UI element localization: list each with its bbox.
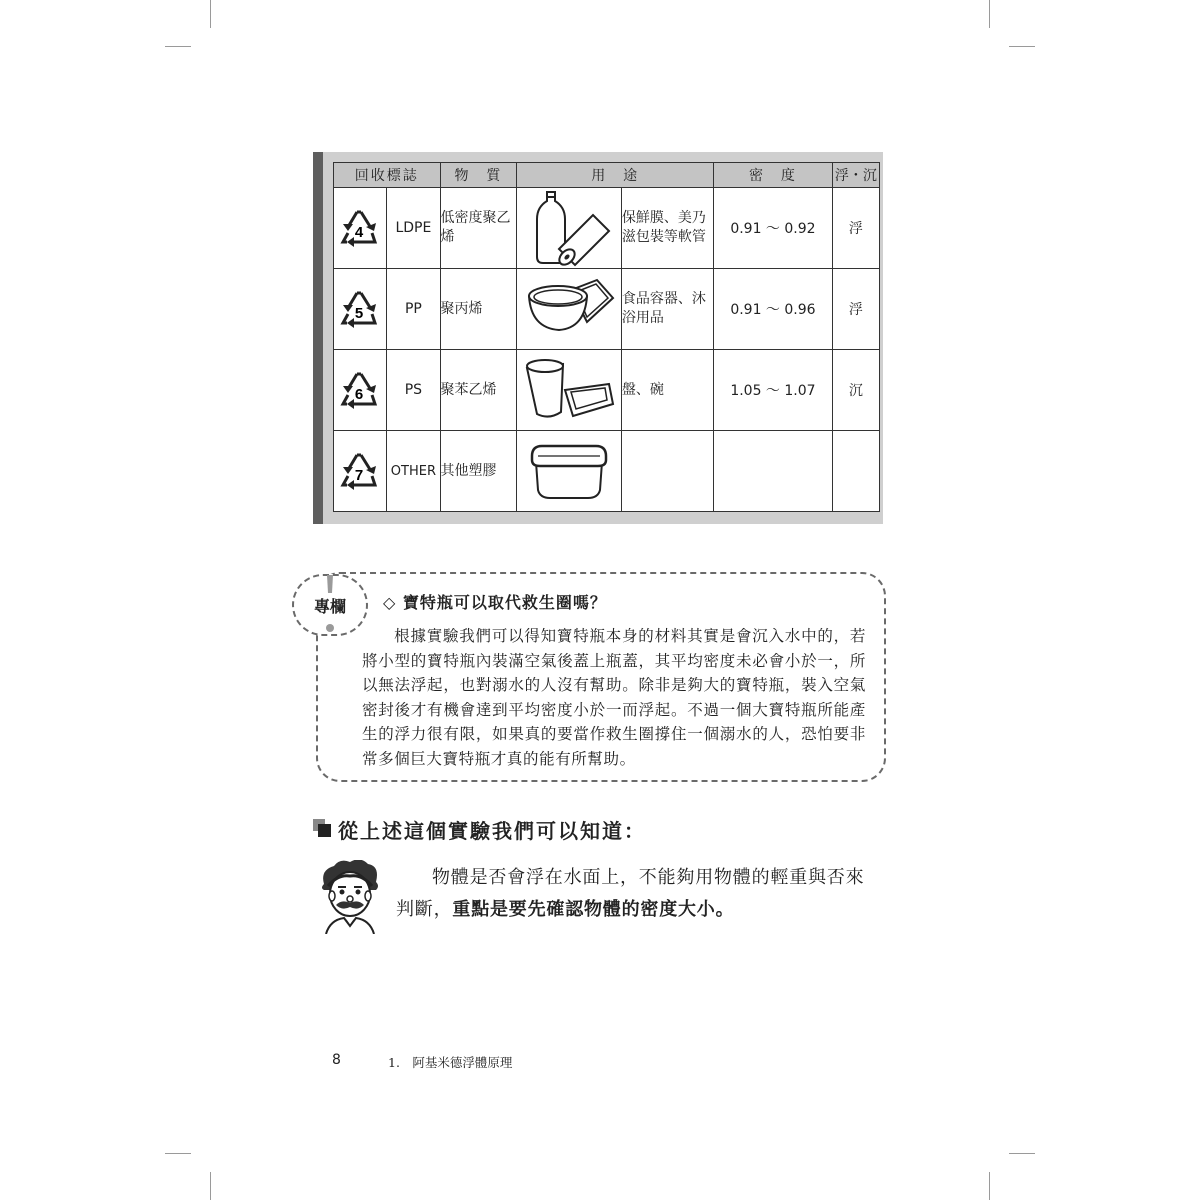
material-name: 聚丙烯 [440, 269, 517, 350]
crop-mark [1009, 46, 1035, 47]
float-sink-result [832, 431, 879, 512]
table-header-row [334, 163, 880, 188]
material-name: 其他塑膠 [440, 431, 517, 512]
header-density: 密 度 [714, 163, 833, 188]
crop-mark [1009, 1153, 1035, 1154]
chapter-title: 1. 阿基米德浮體原理 [388, 1055, 513, 1070]
material-name: 聚苯乙烯 [440, 350, 517, 431]
heading-squares-icon [313, 819, 331, 837]
recycle-code-label: 7 [354, 467, 364, 484]
density-range: 1.05 ～ 1.07 [714, 350, 833, 431]
column-title: ◇ 寶特瓶可以取代救生圈嗎？ [383, 593, 607, 612]
usage-text: 盤、碗 [621, 350, 713, 431]
cup-and-tray-picture [517, 350, 621, 431]
material-abbr: LDPE [387, 188, 440, 269]
header-material: 物 質 [440, 163, 517, 188]
density-range: 0.91 ～ 0.92 [714, 188, 833, 269]
column-body-text: 根據實驗我們可以得知寶特瓶本身的材料其實是會沉入水中的，若將小型的寶特瓶內裝滿空氣後蓋上瓶蓋，其平均密度未必會小於一，所以無法浮起，也對溺水的人沒有幫助。除非是夠大的寶特瓶，裝入空氣密封後才有機會達到平均密度小於一而浮起。不過一個大寶特瓶所能產生的浮力很有限，如果真的要當作救生圈撐住一個溺水的人，恐怕要非常多個巨大寶特瓶才真的能有所幫助。 [362, 627, 866, 768]
float-sink-result: 浮 [832, 269, 879, 350]
page-number: 8 [332, 1052, 341, 1068]
recycle-triangle-icon [339, 369, 381, 411]
bowl-and-tray-picture [517, 269, 621, 350]
material-name: 低密度聚乙烯 [440, 188, 517, 269]
table-row [334, 350, 880, 431]
recycle-triangle-icon [339, 450, 381, 492]
recycle-code-label: 4 [354, 224, 364, 241]
recycle-triangle-icon [339, 288, 381, 330]
crop-mark [989, 0, 990, 28]
recycle-triangle-icon [339, 207, 381, 249]
usage-text: 食品容器、沐浴用品 [621, 269, 713, 350]
density-range [714, 431, 833, 512]
recycle-code-6 [334, 350, 387, 431]
float-sink-result: 浮 [832, 188, 879, 269]
material-abbr: OTHER [387, 431, 440, 512]
bottle-and-wrap-roll-picture [517, 188, 621, 269]
float-sink-result: 沉 [832, 350, 879, 431]
crop-mark [210, 1172, 211, 1200]
plastics-table [333, 162, 880, 512]
panel-side-bar [313, 152, 323, 524]
conclusion-text-bold: 重點是要先確認物體的密度大小。 [452, 899, 735, 920]
usage-text: 保鮮膜、美乃滋包裝等軟管 [621, 188, 713, 269]
column-badge [292, 574, 368, 636]
density-range: 0.91 ～ 0.96 [714, 269, 833, 350]
conclusion-text [396, 862, 882, 926]
crop-mark [165, 46, 191, 47]
material-abbr: PP [387, 269, 440, 350]
recycle-code-7 [334, 431, 387, 512]
recycle-code-label: 5 [354, 305, 364, 322]
material-abbr: PS [387, 350, 440, 431]
professor-character-illustration [318, 860, 382, 934]
header-usage: 用 途 [517, 163, 714, 188]
crop-mark [210, 0, 211, 28]
column-body [362, 624, 866, 771]
conclusion-heading: 從上述這個實驗我們可以知道： [338, 819, 646, 843]
lidded-box-picture [517, 431, 621, 512]
usage-text [621, 431, 713, 512]
conclusion-text-plain: 物體是否會浮在水面上，不能夠用物體的輕重與否來判斷， [396, 867, 865, 920]
recycle-code-4 [334, 188, 387, 269]
column-badge-label: 專欄 [313, 594, 347, 617]
crop-mark [989, 1172, 990, 1200]
table-row [334, 431, 880, 512]
header-recycle-mark: 回收標誌 [334, 163, 441, 188]
recycle-code-label: 6 [354, 386, 364, 403]
plastics-table-panel [313, 152, 883, 524]
recycle-code-5 [334, 269, 387, 350]
table-row [334, 269, 880, 350]
crop-mark [165, 1153, 191, 1154]
header-float-sink: 浮・沉 [832, 163, 879, 188]
table-row [334, 188, 880, 269]
